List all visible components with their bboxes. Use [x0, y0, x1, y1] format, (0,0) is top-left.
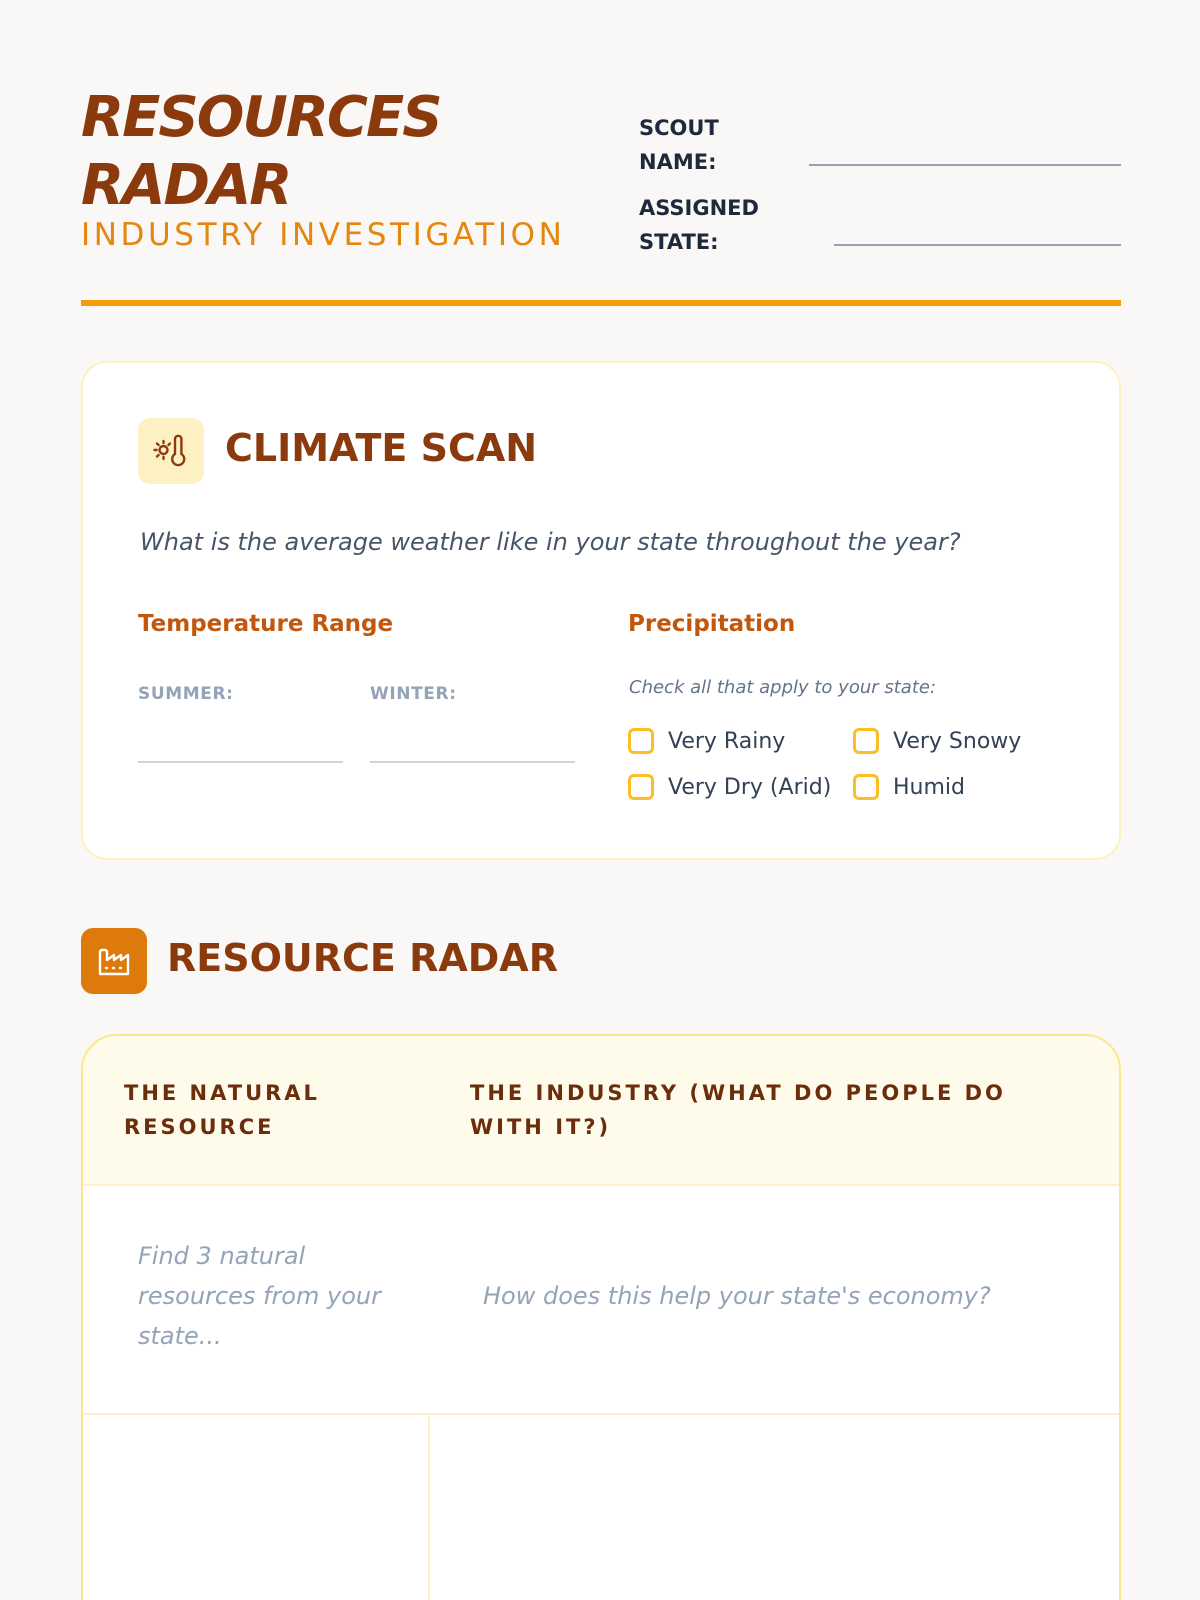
factory-icon — [81, 928, 147, 994]
column-header-resource: THE NATURAL RESOURCE — [124, 1081, 320, 1139]
checkbox-box[interactable] — [628, 728, 654, 754]
table-row[interactable] — [83, 1186, 1119, 1415]
title-line-2: RADAR — [81, 153, 291, 218]
resource-hint: Find 3 natural resources from your state... — [138, 1242, 381, 1350]
checkbox-box[interactable] — [853, 728, 879, 754]
checkbox-box[interactable] — [853, 774, 879, 800]
checkbox-humid[interactable] — [853, 774, 965, 800]
industry-hint: How does this help your state's economy? — [483, 1282, 991, 1310]
climate-scan-title: CLIMATE SCAN — [225, 426, 538, 470]
assigned-state-label-line-1: ASSIGNED — [639, 196, 759, 220]
climate-question: What is the average weather like in your state throughout the year? — [140, 528, 961, 556]
precipitation-hint: Check all that apply to your state: — [629, 677, 937, 698]
checkbox-label: Humid — [893, 774, 965, 800]
title-line-1: RESOURCES — [81, 85, 441, 150]
winter-label: WINTER: — [370, 684, 457, 704]
scout-name-label — [639, 111, 719, 179]
worksheet-header — [81, 84, 1121, 309]
climate-scan-card — [81, 361, 1121, 860]
page-subtitle: INDUSTRY INVESTIGATION — [81, 217, 566, 253]
checkbox-label: Very Dry (Arid) — [668, 774, 832, 800]
assigned-state-field[interactable] — [834, 244, 1121, 246]
assigned-state-label-line-2: STATE: — [639, 230, 719, 254]
assigned-state-label — [639, 191, 759, 259]
checkbox-very-snowy[interactable] — [853, 728, 1021, 754]
scout-name-field[interactable] — [809, 164, 1121, 166]
resource-table — [81, 1034, 1121, 1600]
column-divider — [428, 1417, 430, 1600]
table-row[interactable] — [83, 1417, 1119, 1600]
checkbox-label: Very Snowy — [893, 728, 1022, 754]
winter-field[interactable] — [370, 761, 575, 763]
page-title — [81, 84, 441, 220]
summer-field[interactable] — [138, 761, 343, 763]
header-divider — [81, 300, 1121, 306]
temperature-range-heading: Temperature Range — [138, 611, 394, 637]
scout-name-label-line-2: NAME: — [639, 150, 717, 174]
table-header — [83, 1036, 1119, 1186]
checkbox-very-dry[interactable] — [628, 774, 831, 800]
sun-thermometer-icon — [138, 418, 204, 484]
summer-label: SUMMER: — [138, 684, 234, 704]
scout-name-label-line-1: SCOUT — [639, 116, 719, 140]
checkbox-label: Very Rainy — [668, 728, 786, 754]
resource-radar-title: RESOURCE RADAR — [167, 936, 558, 980]
checkbox-box[interactable] — [628, 774, 654, 800]
precipitation-heading: Precipitation — [628, 611, 796, 637]
checkbox-very-rainy[interactable] — [628, 728, 785, 754]
column-header-industry: THE INDUSTRY (WHAT DO PEOPLE DO WITH IT?) — [470, 1081, 1006, 1139]
